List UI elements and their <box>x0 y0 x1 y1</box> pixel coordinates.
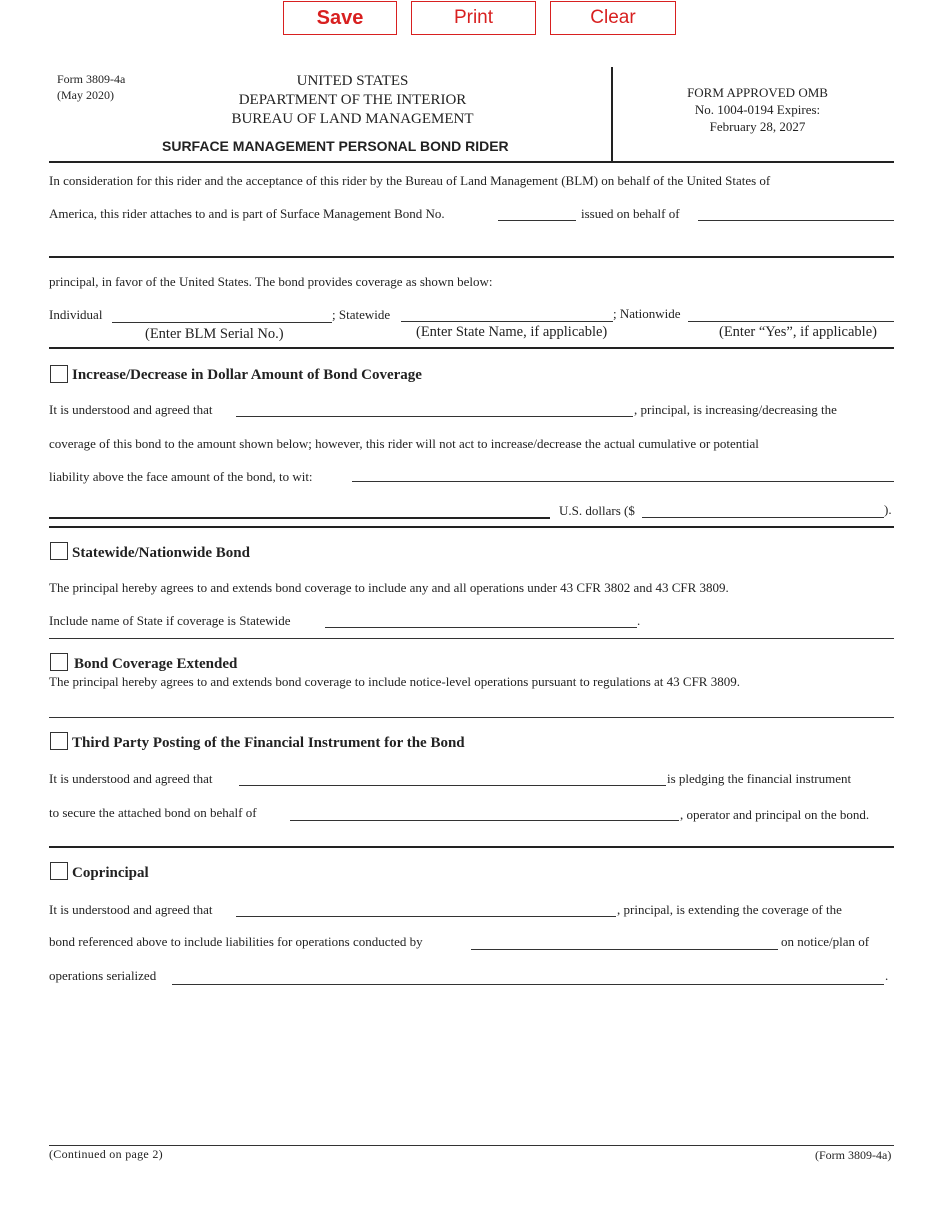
sec4-line-2a: to secure the attached bond on behalf of <box>49 805 257 820</box>
coprincipal-name-input[interactable] <box>236 901 616 917</box>
sec1-title: Increase/Decrease in Dollar Amount of Bond Coverage <box>72 367 422 383</box>
section-rule-3 <box>49 638 894 639</box>
sec2-line-2: Include name of State if coverage is Statewide <box>49 613 291 628</box>
issued-on-behalf-input[interactable] <box>698 205 894 221</box>
third-party-name-input[interactable] <box>239 770 666 786</box>
individual-input[interactable] <box>112 307 332 323</box>
increase-decrease-checkbox[interactable] <box>50 365 68 383</box>
sec5-line-2a: bond referenced above to include liabilities for operations conducted by <box>49 934 423 949</box>
intro-line-3: principal, in favor of the United States. The bond provides coverage as shown below: <box>49 274 493 289</box>
bond-number-input[interactable] <box>498 205 576 221</box>
form-date: (May 2020) <box>57 88 114 102</box>
coprincipal-checkbox[interactable] <box>50 862 68 880</box>
agency-line-3: BUREAU OF LAND MANAGEMENT <box>231 111 474 127</box>
agency-line-2: DEPARTMENT OF THE INTERIOR <box>238 92 467 108</box>
sec2-dot: . <box>637 613 641 628</box>
omb-line-1: FORM APPROVED OMB <box>687 85 828 100</box>
sec5-dot: . <box>885 968 889 983</box>
state-name-input[interactable] <box>325 612 637 628</box>
section-rule-4 <box>49 717 894 718</box>
clear-button[interactable]: Clear <box>550 1 676 35</box>
usd-amount-input[interactable] <box>642 502 884 518</box>
sec2-title: Statewide/Nationwide Bond <box>72 545 250 561</box>
print-button[interactable]: Print <box>411 1 536 35</box>
operator-name-input[interactable] <box>290 805 679 821</box>
nationwide-label: ; Nationwide <box>613 306 681 321</box>
page-title: SURFACE MANAGEMENT PERSONAL BOND RIDER <box>162 138 509 154</box>
section-rule-1 <box>49 347 894 349</box>
yes-hint: (Enter “Yes”, if applicable) <box>719 324 877 340</box>
bond-coverage-extended-checkbox[interactable] <box>50 653 68 671</box>
serial-hint: (Enter BLM Serial No.) <box>145 326 284 342</box>
sec1-line-2: coverage of this bond to the amount shown below; however, this rider will not act to increase/decrease the actual cumulative or potential <box>49 436 759 451</box>
sec5-line-1b: , principal, is extending the coverage of the <box>617 902 842 917</box>
sec1-principal-input[interactable] <box>236 401 633 417</box>
principal-name-input[interactable] <box>49 240 894 258</box>
omb-line-2: No. 1004-0194 Expires: <box>694 102 821 117</box>
operations-conducted-by-input[interactable] <box>471 934 778 950</box>
section-rule-5 <box>49 846 894 848</box>
intro-line-2a: America, this rider attaches to and is part of Surface Management Bond No. <box>49 206 445 221</box>
usd-close: ). <box>884 502 892 517</box>
sec5-line-1a: It is understood and agreed that <box>49 902 213 917</box>
agency-line-1: UNITED STATES <box>296 73 409 89</box>
form-number: Form 3809-4a <box>57 72 126 86</box>
omb-line-3: February 28, 2027 <box>709 119 806 134</box>
sec1-line-1a: It is understood and agreed that <box>49 402 213 417</box>
sec3-line-1: The principal hereby agrees to and extends bond coverage to include notice-level operations pursuant to regulations at 43 CFR 3809. <box>49 674 740 689</box>
sec5-line-2b: on notice/plan of <box>781 934 870 949</box>
header-divider <box>611 67 613 162</box>
section-rule-2 <box>49 526 894 528</box>
intro-line-1: In consideration for this rider and the acceptance of this rider by the Bureau of Land Management (BLM) on behalf of the United States of <box>49 173 771 188</box>
sec4-line-1a: It is understood and agreed that <box>49 771 213 786</box>
statewide-nationwide-checkbox[interactable] <box>50 542 68 560</box>
sec5-title: Coprincipal <box>72 865 149 881</box>
footer-continued: (Continued on page 2) <box>49 1147 163 1161</box>
sec4-title: Third Party Posting of the Financial Instrument for the Bond <box>72 735 465 751</box>
save-button[interactable]: Save <box>283 1 397 35</box>
footer-form-number: (Form 3809-4a) <box>815 1148 892 1162</box>
sec1-line-1b: , principal, is increasing/decreasing the <box>634 402 837 417</box>
sec4-line-2b: , operator and principal on the bond. <box>680 807 870 822</box>
sec2-line-1: The principal hereby agrees to and extends bond coverage to include any and all operations under 43 CFR 3802 and 43 CFR 3809. <box>49 580 729 595</box>
statewide-input[interactable] <box>401 306 613 322</box>
header-rule <box>49 161 894 163</box>
sec1-amount-words-input[interactable] <box>352 466 894 482</box>
sec1-amount-words-cont-input[interactable] <box>49 501 550 519</box>
third-party-posting-checkbox[interactable] <box>50 732 68 750</box>
individual-label: Individual <box>49 307 103 322</box>
footer-rule <box>49 1145 894 1146</box>
sec3-title: Bond Coverage Extended <box>74 656 238 672</box>
operations-serialized-input[interactable] <box>172 969 884 985</box>
intro-line-2b: issued on behalf of <box>581 206 680 221</box>
sec5-line-3: operations serialized <box>49 968 157 983</box>
nationwide-input[interactable] <box>688 306 894 322</box>
statewide-label: ; Statewide <box>332 307 391 322</box>
sec1-line-3: liability above the face amount of the bond, to wit: <box>49 469 313 484</box>
sec4-line-1b: is pledging the financial instrument <box>667 771 852 786</box>
usd-label: U.S. dollars ($ <box>559 503 635 518</box>
state-hint: (Enter State Name, if applicable) <box>416 324 608 340</box>
